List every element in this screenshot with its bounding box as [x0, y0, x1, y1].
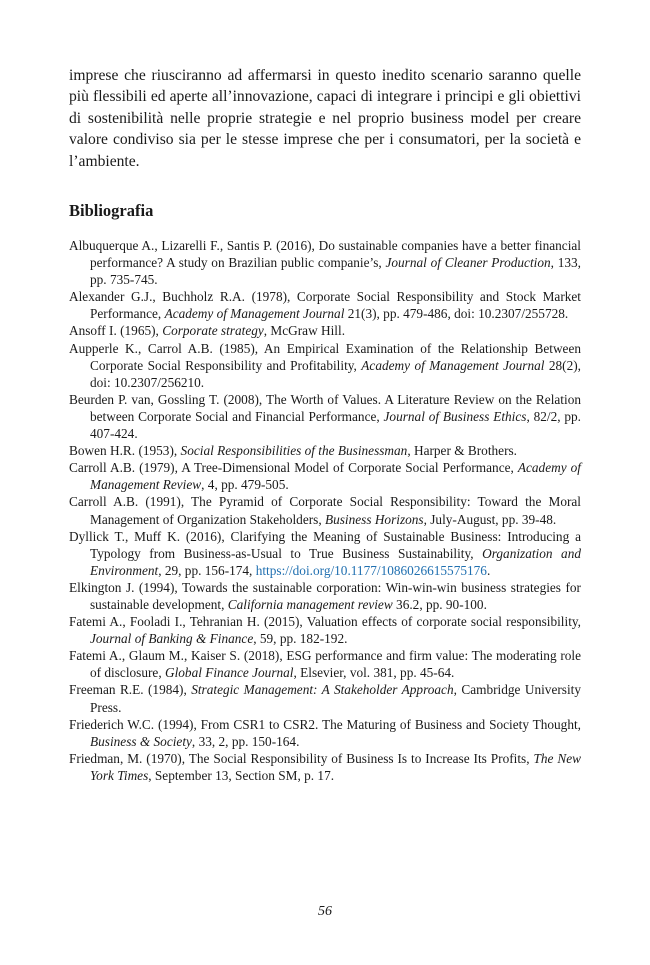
bibliography-entry — [69, 750, 581, 784]
intro-paragraph: imprese che riusciranno ad affermarsi in questo inedito scenario saranno quelle più flessibili ed aperte all’innovazione, capaci di integrare i principi e gli obiettivi di sostenibilità nelle proprie strategie e nel proprio business model per creare valore condiviso sia per le stesse imprese che per i consumatori, per la società e l’ambiente. — [69, 67, 581, 170]
entry-text: Fatemi A., Fooladi I., Tehranian H. (2015), Valuation effects of corporate social responsibility, — [69, 614, 581, 630]
bibliography-entry — [69, 391, 581, 442]
bibliography-entry — [69, 681, 581, 715]
entry-text: Carroll A.B. (1979), A Tree-Dimensional Model of Corporate Social Performance, — [69, 460, 518, 476]
entry-details: , Elsevier, vol. 381, pp. 45-64. — [293, 665, 455, 681]
entry-text: Friederich W.C. (1994), From CSR1 to CSR2. The Maturing of Business and Society Thought, — [69, 716, 581, 732]
entry-details: , 4, pp. 479-505. — [201, 477, 289, 493]
entry-source-title: Social Responsibilities of the Businessman — [180, 443, 408, 459]
entry-source-title: Corporate strategy — [162, 323, 264, 339]
entry-source-title: Academy of Management Review — [90, 460, 581, 493]
entry-text: Elkington J. (1994), Towards the sustainable corporation: Win-win-win business strategies for sustainable development, — [69, 579, 581, 612]
bibliography-entry — [69, 442, 581, 459]
entry-source-title: The New York Times — [90, 750, 581, 783]
bibliography-entry — [69, 613, 581, 647]
bibliography-entry — [69, 288, 581, 322]
entry-text: Dyllick T., Muff K. (2016), Clarifying the Meaning of Sustainable Business: Introducing a Typology from Business-as-Usual to True Business Sustainability, — [69, 528, 581, 561]
entry-source-title: Journal of Cleaner Production — [385, 255, 551, 271]
bibliography-entry — [69, 493, 581, 527]
bibliography-entry — [69, 237, 581, 288]
entry-text: Aupperle K., Carrol A.B. (1985), An Empirical Examination of the Relationship Between Corporate Social Responsibility and Profitability, — [69, 340, 581, 373]
entry-source-title: Academy of Management Journal — [164, 306, 345, 322]
entry-source-title: Global Finance Journal — [164, 665, 294, 681]
entry-details: , 133, pp. 735-745. — [90, 255, 581, 288]
entry-source-title: Journal of Banking & Finance — [90, 631, 254, 647]
entry-text: Beurden P. van, Gossling T. (2008), The Worth of Values. A Literature Review on the Relation between Corporate Social and Financial Performance, — [69, 391, 581, 424]
bibliography-entry — [69, 528, 581, 579]
page-number: 56 — [318, 904, 332, 919]
entry-source-title: Business Horizons — [324, 511, 424, 527]
entry-text: Alexander G.J., Buchholz R.A. (1978), Corporate Social Responsibility and Stock Market Performance, — [69, 289, 581, 322]
entry-details: , 82/2, pp. 407-424. — [90, 408, 582, 442]
entry-details: , Harper & Brothers. — [407, 443, 517, 459]
entry-text: Bowen H.R. (1953), — [69, 443, 181, 459]
entry-tail: . — [486, 562, 491, 578]
bibliography-entry — [69, 579, 581, 613]
entry-details: 36.2, pp. 90-100. — [392, 596, 487, 612]
entry-details: 28(2), doi: 10.2307/256210. — [90, 357, 581, 390]
entry-source-title: California management review — [227, 596, 393, 612]
bibliography-list — [69, 237, 581, 784]
entry-details: , September 13, Section SM, p. 17. — [148, 767, 335, 783]
entry-source-title: Strategic Management: A Stakeholder Approach — [191, 682, 454, 698]
entry-details: , 59, pp. 182-192. — [253, 631, 348, 647]
bibliography-entry — [69, 459, 581, 493]
entry-source-title: Business & Society — [90, 733, 192, 749]
entry-source-title: Academy of Management Journal — [361, 357, 545, 373]
entry-text: Albuquerque A., Lizarelli F., Santis P. (2016), Do sustainable companies have a better financial performance? A study on Brazilian public companie’s, — [69, 238, 581, 271]
entry-text: Carroll A.B. (1991), The Pyramid of Corporate Social Responsibility: Toward the Moral Management of Organization Stakeholders, — [69, 494, 581, 527]
bibliography-entry — [69, 647, 581, 681]
entry-text: Freeman R.E. (1984), — [69, 682, 192, 698]
entry-text: Friedman, M. (1970), The Social Responsibility of Business Is to Increase Its Profits, — [69, 750, 534, 766]
entry-source-title: Journal of Business Ethics — [383, 408, 527, 424]
entry-details: , Cambridge University Press. — [90, 682, 581, 715]
entry-details: , 29, pp. 156-174, — [158, 562, 256, 578]
entry-text: Ansoff I. (1965), — [69, 323, 163, 339]
bibliography-heading: Bibliografia — [69, 201, 154, 220]
entry-doi-link[interactable]: https://doi.org/10.1177/1086026615575176 — [255, 562, 487, 578]
bibliography-entry — [69, 322, 581, 339]
bibliography-entry — [69, 340, 581, 391]
bibliography-entry — [69, 716, 581, 750]
entry-details: 21(3), pp. 479-486, doi: 10.2307/255728. — [344, 306, 569, 322]
entry-details: , July-August, pp. 39-48. — [423, 511, 557, 527]
entry-text: Fatemi A., Glaum M., Kaiser S. (2018), ESG performance and firm value: The moderating role of disclosure, — [69, 648, 581, 681]
entry-details: , 33, 2, pp. 150-164. — [191, 733, 300, 749]
entry-source-title: Organization and Environment — [90, 545, 582, 578]
entry-details: , McGraw Hill. — [263, 323, 346, 339]
